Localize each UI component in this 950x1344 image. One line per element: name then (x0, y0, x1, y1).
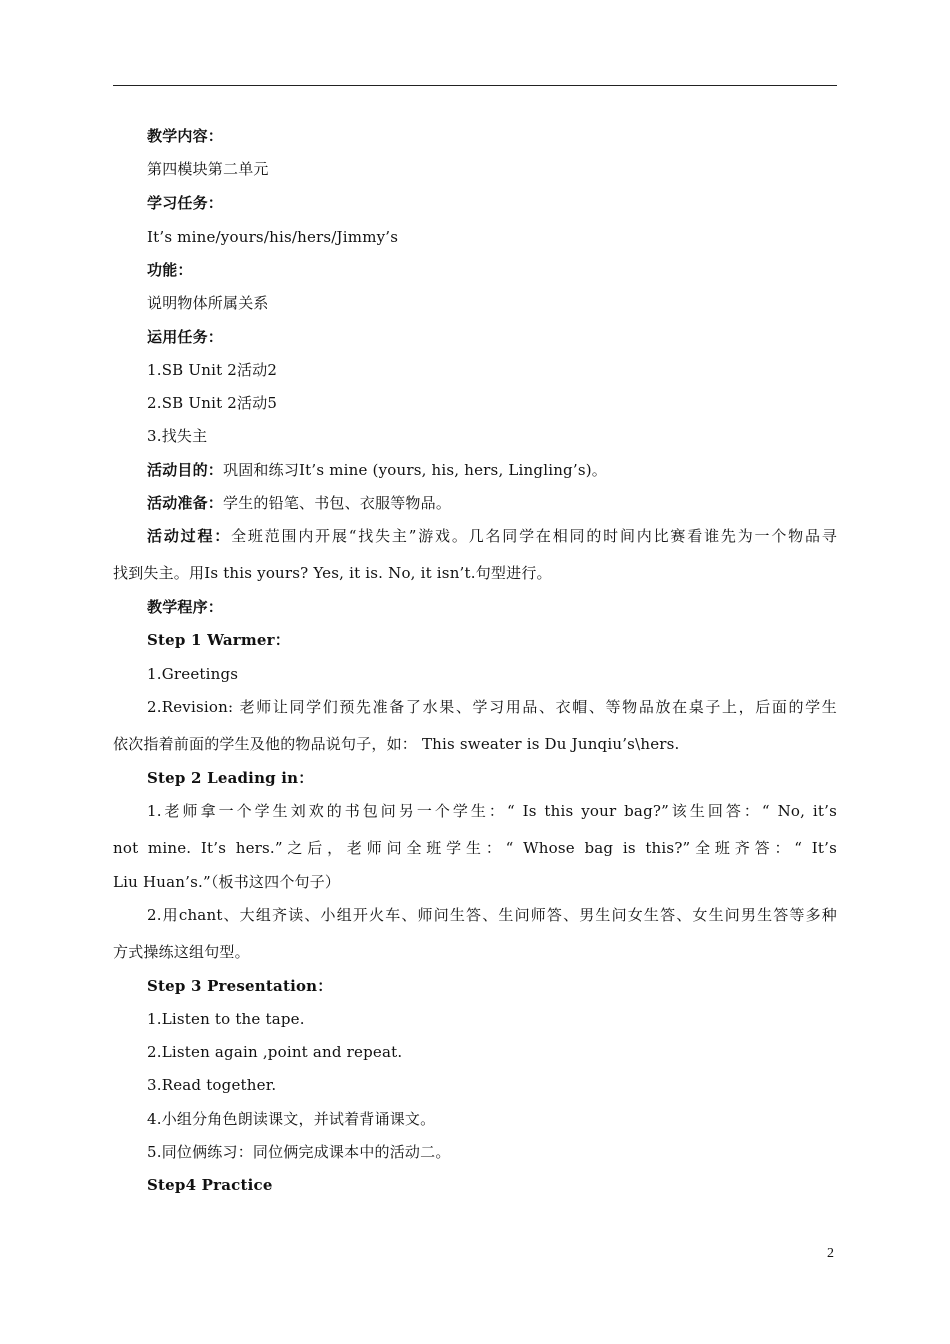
list-item: 1.老师拿一个学生刘欢的书包问另一个学生：“ Is this your bag?”该生回答：“ No, it’s (147, 802, 837, 820)
text-learning-task: It’s mine/yours/his/hers/Jimmy’s (147, 228, 399, 246)
list-item: 5.同位俩练习：同位俩完成课本中的活动二。 (147, 1143, 451, 1161)
heading-teaching-procedure: 教学程序： (147, 598, 224, 616)
heading-function: 功能： (147, 261, 193, 279)
list-item-cont: not mine. It’s hers.”之后，老师问全班学生：“ Whose bag is this?”全班齐答：“ It’s (113, 839, 837, 857)
activity-process-cont: 找到失主。用Is this yours? Yes, it is. No, it isn’t.句型进行。 (113, 564, 552, 582)
page-number: 2 (827, 1246, 834, 1261)
activity-purpose: 活动目的：巩固和练习It’s mine (yours, his, hers, Lingling’s)。 (147, 461, 607, 479)
list-item-cont: 依次指着前面的学生及他的物品说句子，如： This sweater is Du Junqiu’s\hers. (113, 735, 680, 753)
list-item: 2.Listen again ,point and repeat. (147, 1043, 403, 1061)
list-item: 3.Read together. (147, 1076, 277, 1094)
activity-preparation: 活动准备：学生的铅笔、书包、衣服等物品。 (147, 494, 452, 512)
list-item: 3.找失主 (147, 427, 208, 445)
list-item: 2.Revision: 老师让同学们预先准备了水果、学习用品、衣帽、等物品放在桌子上，后面的学生 (147, 698, 837, 716)
heading-step4: Step4 Practice (147, 1176, 273, 1194)
activity-process: 活动过程：全班范围内开展“找失主”游戏。几名同学在相同的时间内比赛看谁先为一个物品寻 (147, 527, 837, 545)
heading-learning-task: 学习任务： (147, 194, 224, 212)
heading-step1: Step 1 Warmer： (147, 631, 290, 649)
text-function: 说明物体所属关系 (147, 294, 269, 312)
list-item: 1.Greetings (147, 665, 239, 683)
list-item-cont: 方式操练这组句型。 (113, 943, 250, 961)
heading-teaching-content: 教学内容： (147, 127, 224, 145)
list-item: 1.Listen to the tape. (147, 1010, 305, 1028)
list-item: 2.SB Unit 2活动5 (147, 394, 278, 412)
header-rule (113, 85, 837, 86)
list-item-cont: Liu Huan’s.”（板书这四个句子） (113, 873, 341, 891)
list-item: 2.用chant、大组齐读、小组开火车、师问生答、生问师答、男生问女生答、女生问男生答等多种 (147, 906, 837, 924)
heading-step2: Step 2 Leading in： (147, 769, 314, 787)
text-module: 第四模块第二单元 (147, 160, 269, 178)
list-item: 4.小组分角色朗读课文，并试着背诵课文。 (147, 1110, 436, 1128)
list-item: 1.SB Unit 2活动2 (147, 361, 278, 379)
heading-step3: Step 3 Presentation： (147, 977, 333, 995)
heading-applied-task: 运用任务： (147, 328, 224, 346)
